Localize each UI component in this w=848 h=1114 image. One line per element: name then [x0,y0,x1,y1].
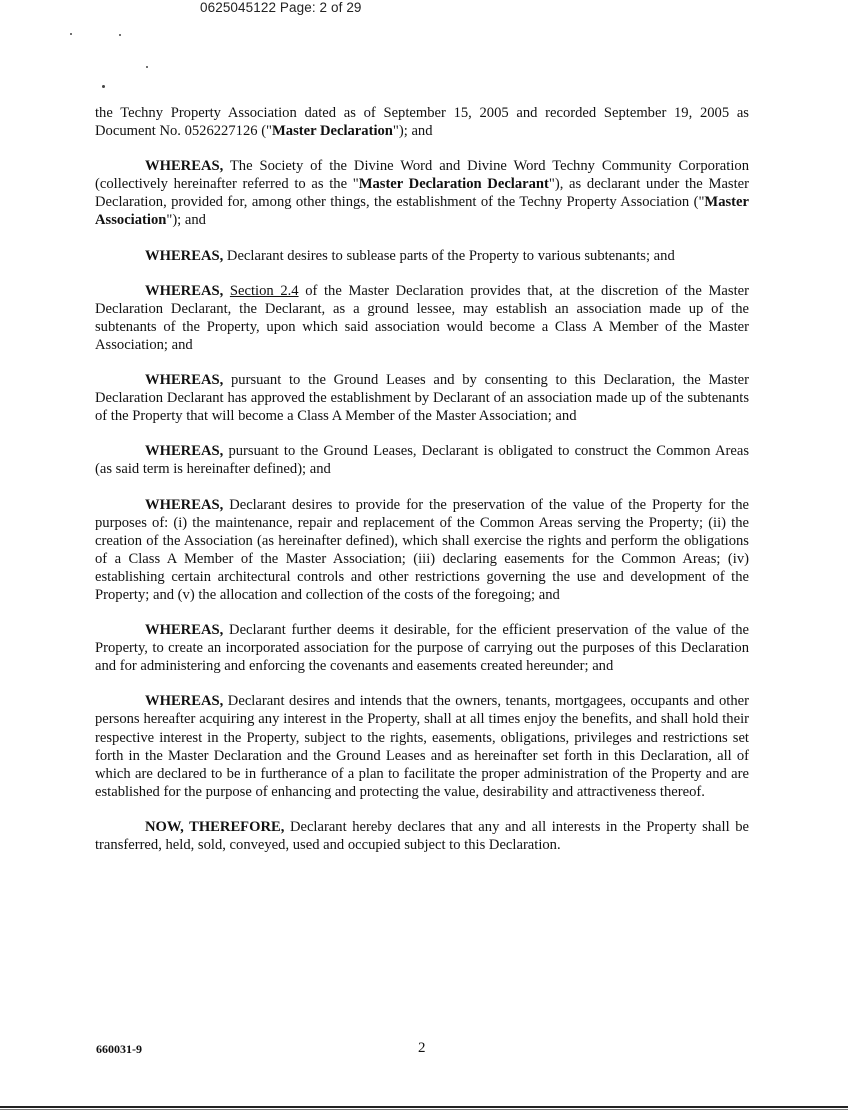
scan-speck [70,33,72,35]
scan-speck [102,85,105,88]
section-reference: Section 2.4 [229,282,299,299]
page-number: 2 [418,1040,426,1056]
paragraph-continuation: the Techny Property Association dated as of September 15, 2005 and recorded September 19, 2005 as Document No. 0526227126 ("Master Declaration"); and [95,105,749,140]
paragraph-whereas-7: WHEREAS, Declarant further deems it desirable, for the efficient preservation of the value of the Property, to create an incorporated association for the purpose of carrying out the purposes of this Declaration and for administering and enforcing the covenants and easements created hereunder; and [95,622,749,675]
paragraph-whereas-8: WHEREAS, Declarant desires and intends that the owners, tenants, mortgagees, occupants and other persons hereafter acquiring any interest in the Property, shall at all times enjoy the benefits, and shall hold their respective interest in the Property, subject to the rights, easements, obligations, privileges and restrictions set forth in the Master Declaration and the Ground Leases and as hereinafter set forth in this Declaration, all of which are declared to be in furtherance of a plan to facilitate the proper administration of the Property and are established for the purpose of enhancing and protecting the value, desirability and attractiveness thereof. [95,693,749,800]
paragraph-whereas-3: WHEREAS, Section 2.4 of the Master Declaration provides that, at the discretion of the Master Declaration Declarant, the Declarant, as a ground lessee, may establish an association made up of the subtenants of the Property, upon which said association would become a Class A Member of the Master Association; and [95,282,749,353]
paragraph-whereas-5: WHEREAS, pursuant to the Ground Leases, Declarant is obligated to construct the Common Areas (as said term is hereinafter defined); and [95,443,749,478]
paragraph-whereas-6: WHEREAS, Declarant desires to provide for the preservation of the value of the Property for the purposes of: (i) the maintenance, repair and replacement of the Common Areas serving the Property; (ii) the creation of the Association (as hereinafter defined), which shall exercise the rights and perform the obligations of a Class A Member of the Master Association; (iii) declaring easements for the Common Areas; (iv) establishing certain architectural controls and other restrictions governing the use and development of the Property; and (v) the allocation and collection of the costs of the foregoing; and [95,496,749,603]
scan-edge-line [0,1106,848,1108]
scan-speck [119,34,121,36]
document-id: 660031-9 [96,1042,142,1056]
document-body [95,104,749,871]
paragraph-whereas-4: WHEREAS, pursuant to the Ground Leases and by consenting to this Declaration, the Master Declaration Declarant has approved the establishment by Declarant of an association made up of the subtenants of the Property that will become a Class A Member of the Master Association; and [95,372,749,425]
scan-edge-line [0,1109,848,1110]
recording-stamp: 0625045122 Page: 2 of 29 [200,0,362,15]
paragraph-whereas-2: WHEREAS, Declarant desires to sublease parts of the Property to various subtenants; and [145,247,675,264]
paragraph-whereas-1: WHEREAS, The Society of the Divine Word and Divine Word Techny Community Corporation (collectively hereinafter referred to as the "Master Declaration Declarant"), as declarant under the Master Declaration, provided for, among other things, the establishment of the Techny Property Association ("Master Association"); and [95,158,749,229]
paragraph-now-therefore: NOW, THEREFORE, Declarant hereby declares that any and all interests in the Property shall be transferred, held, sold, conveyed, used and occupied subject to this Declaration. [95,818,749,853]
scan-speck [146,66,148,68]
